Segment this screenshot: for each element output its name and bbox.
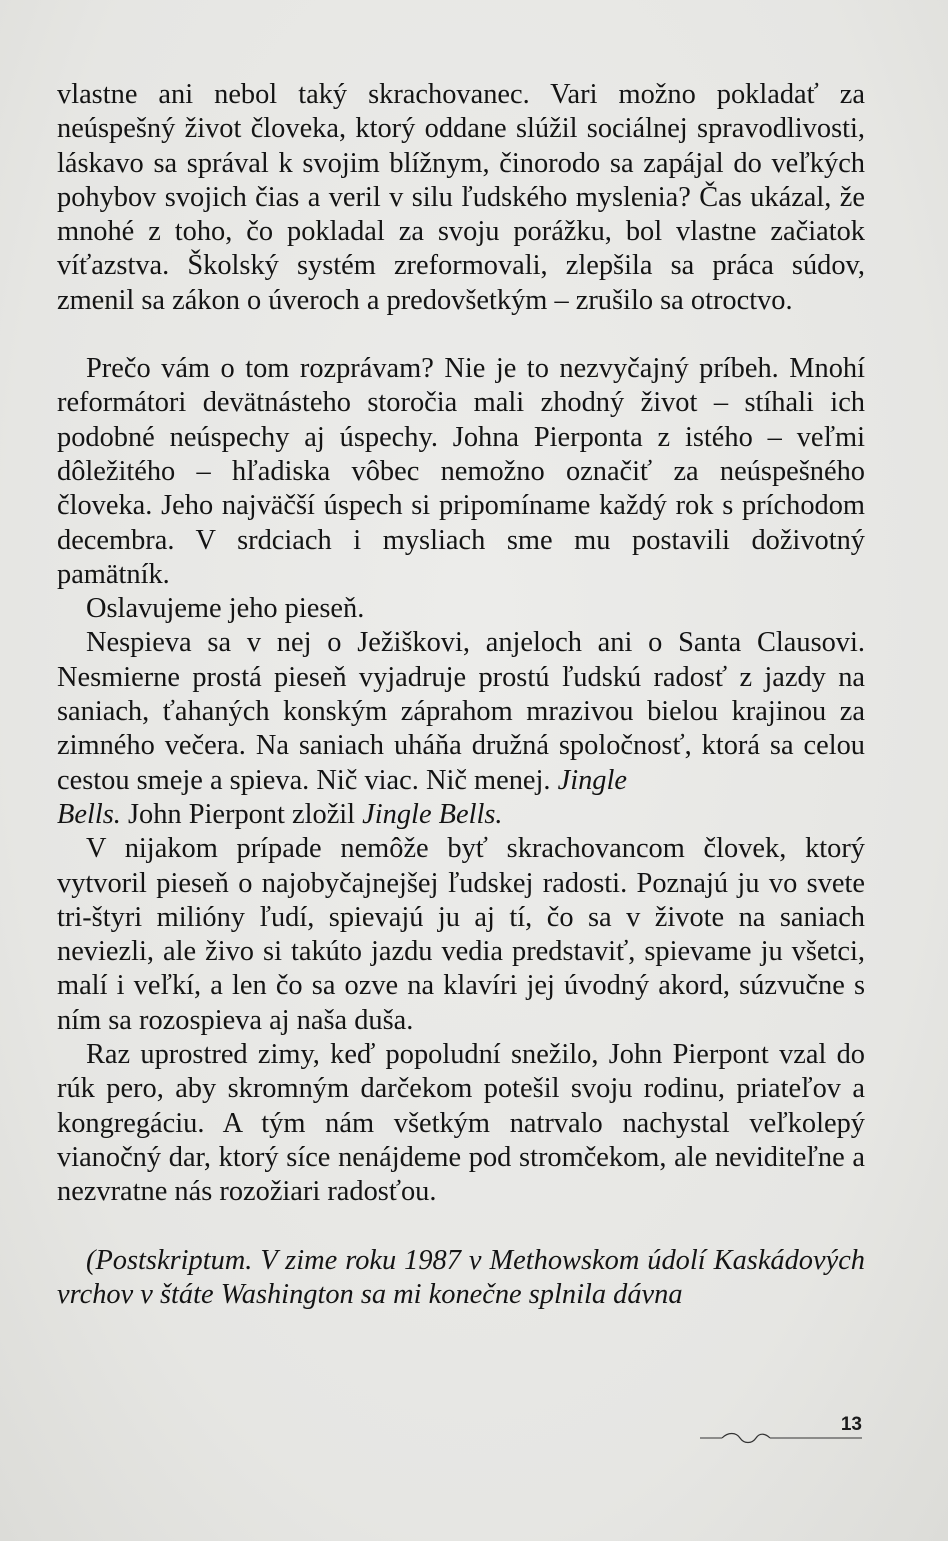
song-sentence-middle: John Pierpont zložil [120, 798, 363, 830]
ornament-icon [700, 1430, 862, 1444]
paragraph-5: V nijakom prípade nemôže byť skrachovancom človek, ktorý vytvoril pieseň o najobyčajnejšej ľudskej radosti. Poznajú ju vo svete tri-štyri milióny ľudí, spievajú ju aj tí, čo sa v živote na saniach neviezli, ale živo si takúto jazdu vedia predstaviť, spievame ju všetci, malí i veľkí, a len čo sa ozve na klavíri jej úvodný akord, súzvučne s ním sa rozospieva aj naša duša. [57, 833, 865, 1036]
paragraph-3: Oslavujeme jeho pieseň. [86, 593, 365, 625]
paragraph-4-text: Nespieva sa v nej o Ježiškovi, anjeloch ani o Santa Clausovi. Nesmierne prostá pieseň vyjadruje prostú ľudskú radosť z jazdy na saniach, ťahaných konským záprahom mrazivou bielou krajinou za zimného večera. Na saniach uháňa družná spoločnosť, ktorá sa celou cestou smeje a spieva. Nič viac. Nič menej. [57, 627, 865, 796]
paragraph-4 [57, 626, 865, 832]
paragraph-2: Prečo vám o tom rozprávam? Nie je to nezvyčajný príbeh. Mnohí reformátori devätnásteho storočia mali zhodný život – stíhali ich podobné neúspechy aj úspechy. Johna Pierponta z istého – veľmi dôležitého – hľadiska vôbec nemožno označiť za neúspešného človeka. Jeho najväčší úspech si pripomíname každý rok s príchodom decembra. V srdciach i mysliach sme mu postavili doživotný pamätník. [57, 353, 865, 590]
page-number: 13 [840, 1414, 862, 1435]
song-title-italic-2: Bells. [57, 798, 121, 830]
body-text [57, 78, 865, 1312]
postscript-paragraph: (Postskriptum. V zime roku 1987 v Methowskom údolí Kaskádových vrchov v štáte Washington sa mi konečne splnila dávna [57, 1244, 865, 1310]
song-title-italic: Jingle [557, 764, 627, 796]
paragraph-6: Raz uprostred zimy, keď popoludní snežilo, John Pierpont vzal do rúk pero, aby skromným darčekom potešil svoju rodinu, priateľov a kongregáciu. A tým nám všetkým natrvalo nachystal veľkolepý vianočný dar, ktorý síce nenájdeme pod stromčekom, ale neviditeľne a nezvratne nás rozožiari radosťou. [57, 1039, 865, 1208]
page-footer [700, 1410, 862, 1450]
paragraph-1: vlastne ani nebol taký skrachovanec. Vari možno pokladať za neúspešný život človeka, ktorý oddane slúžil sociálnej spravodlivosti, láskavo sa správal k svojim blížnym, činorodo sa zapájal do veľkých pohybov svojich čias a veril v silu ľudského myslenia? Čas ukázal, že mnohé z toho, čo pokladal za svoju porážku, bol vlastne začiatok víťazstva. Školský systém zreformovali, zlepšila sa práca súdov, zmenil sa zákon o úveroch a predovšetkým – zrušilo sa otroctvo. [57, 79, 865, 316]
song-title-end: Jingle Bells. [362, 798, 503, 830]
